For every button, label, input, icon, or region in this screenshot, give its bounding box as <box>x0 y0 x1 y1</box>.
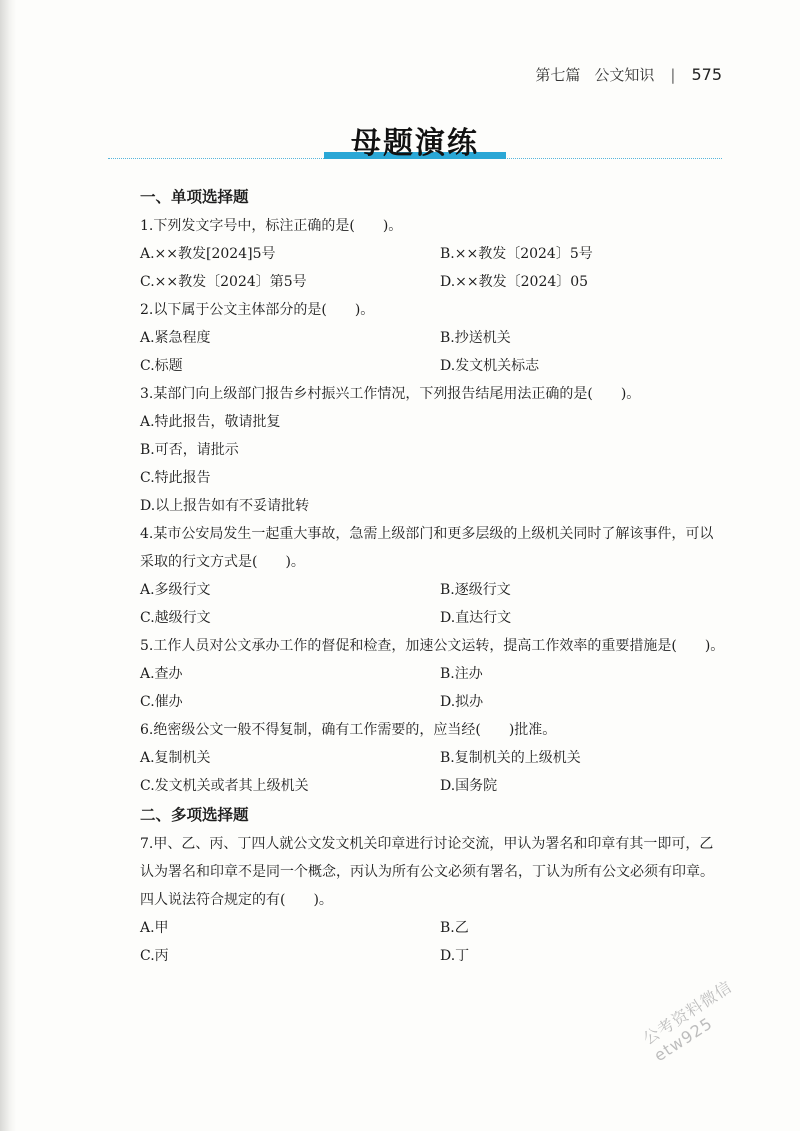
option: B.××教发〔2024〕5号 <box>440 246 593 262</box>
option: A.紧急程度 <box>140 330 211 346</box>
option: B.逐级行文 <box>440 582 511 598</box>
option: A.复制机关 <box>140 750 211 766</box>
option: D.丁 <box>440 948 470 964</box>
option: D.国务院 <box>440 778 498 794</box>
watermark-text: 公考资料微信etw925 <box>639 976 736 1066</box>
header-separator: | <box>670 65 676 84</box>
option: D.发文机关标志 <box>440 358 540 374</box>
content <box>140 182 726 970</box>
options <box>140 240 726 296</box>
option: C.特此报告 <box>140 470 211 486</box>
option: A.甲 <box>140 920 169 936</box>
option: C.丙 <box>140 948 169 964</box>
question <box>140 632 726 716</box>
option: B.乙 <box>440 920 469 936</box>
question-stem: 3.某部门向上级部门报告乡村振兴工作情况，下列报告结尾用法正确的是( )。 <box>140 386 641 402</box>
option: C.催办 <box>140 694 183 710</box>
running-head <box>535 64 722 85</box>
option: C.××教发〔2024〕第5号 <box>140 274 307 290</box>
topic-label: 公文知识 <box>594 66 655 84</box>
question-stem: 6.绝密级公文一般不得复制，确有工作需要的，应当经( )批准。 <box>140 722 557 738</box>
section-heading: 一、单项选择题 <box>140 187 249 206</box>
question <box>140 716 726 800</box>
question-stem: 4.某市公安局发生一起重大事故，急需上级部门和更多层级的上级机关同时了解该事件，可以采取的行文方式是( )。 <box>140 526 714 570</box>
option: C.标题 <box>140 358 183 374</box>
option: A.特此报告，敬请批复 <box>140 414 281 430</box>
question <box>140 830 726 970</box>
part-label: 第七篇 <box>535 66 581 84</box>
option: A.××教发[2024]5号 <box>140 246 276 262</box>
page-title: 母题演练 <box>351 126 479 161</box>
option: C.发文机关或者其上级机关 <box>140 778 309 794</box>
page-number: 575 <box>691 65 722 84</box>
question-stem: 5.工作人员对公文承办工作的督促和检查，加速公文运转，提高工作效率的重要措施是( )。 <box>140 638 725 654</box>
option: B.抄送机关 <box>440 330 511 346</box>
option: D.直达行文 <box>440 610 512 626</box>
option: B.注办 <box>440 666 483 682</box>
question <box>140 380 726 520</box>
option: B.可否，请批示 <box>140 442 239 458</box>
section-heading: 二、多项选择题 <box>140 805 249 824</box>
option: A.查办 <box>140 666 183 682</box>
question-stem: 1.下列发文字号中，标注正确的是( )。 <box>140 218 403 234</box>
options <box>140 914 726 970</box>
options <box>140 324 726 380</box>
option: D.拟办 <box>440 694 484 710</box>
option: B.复制机关的上级机关 <box>440 750 581 766</box>
page-binding-shadow <box>0 0 16 1131</box>
options <box>140 744 726 800</box>
option: C.越级行文 <box>140 610 211 626</box>
question-stem: 2.以下属于公文主体部分的是( )。 <box>140 302 375 318</box>
question <box>140 296 726 380</box>
question <box>140 520 726 632</box>
question-stem: 7.甲、乙、丙、丁四人就公文发文机关印章进行讨论交流，甲认为署名和印章有其一即可，乙认为署名和印章不是同一个概念，丙认为所有公文必须有署名，丁认为所有公文必须有印章。四人说法符合规定的有( )。 <box>140 836 714 908</box>
question <box>140 212 726 296</box>
option: D.××教发〔2024〕05 <box>440 274 589 290</box>
page-title-block <box>108 112 722 162</box>
option: D.以上报告如有不妥请批转 <box>140 498 310 514</box>
option: A.多级行文 <box>140 582 211 598</box>
options <box>140 660 726 716</box>
options <box>140 576 726 632</box>
